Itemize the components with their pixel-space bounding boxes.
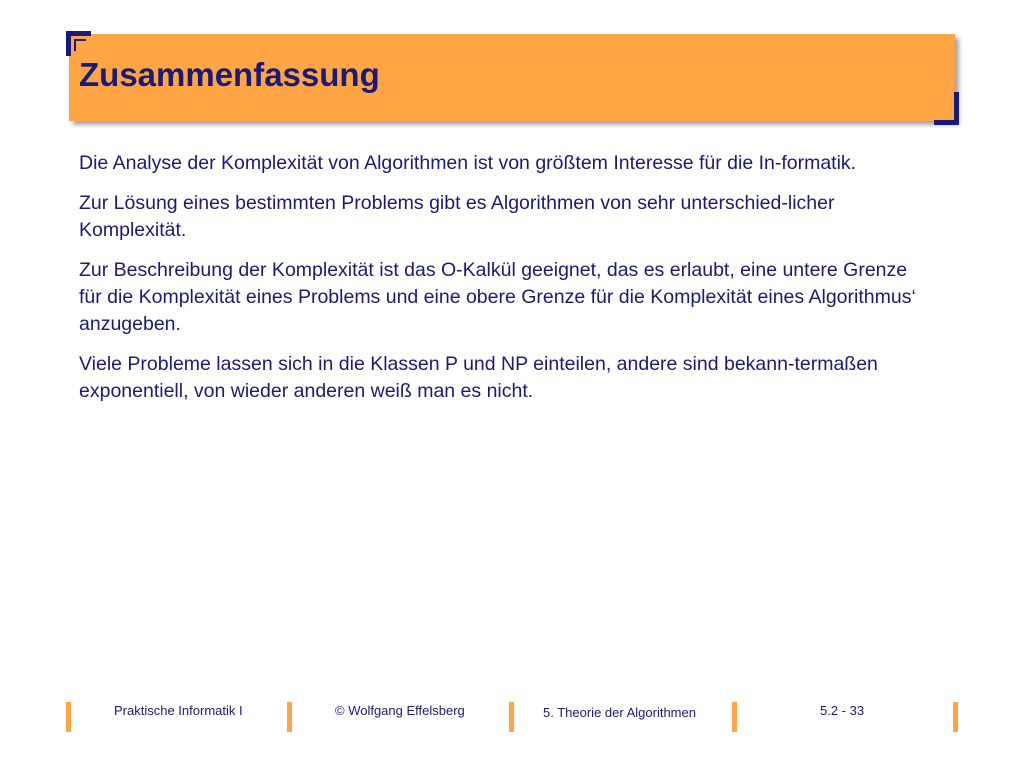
footer-divider xyxy=(953,702,958,732)
footer-page-number: 5.2 - 33 xyxy=(820,703,865,718)
corner-bracket-bottom-right xyxy=(934,92,959,125)
footer-author: © Wolfgang Effelsberg xyxy=(335,703,465,718)
slide-title: Zusammenfassung xyxy=(79,56,380,93)
slide-body xyxy=(79,150,929,418)
footer-divider xyxy=(66,702,71,732)
footer-chapter: 5. Theorie der Algorithmen xyxy=(543,705,696,720)
title-bar xyxy=(69,34,955,121)
paragraph-3: Zur Beschreibung der Komplexität ist das O-Kalkül geeignet, das es erlaubt, eine untere Grenze für die Komplexität eines Problems und eine obere Grenze für die Komplexität eines Algorithmus‘ anzugeben. xyxy=(79,259,916,335)
footer-divider xyxy=(509,702,514,732)
corner-bracket-top-left-inner xyxy=(74,39,86,51)
footer-divider xyxy=(732,702,737,732)
footer-divider xyxy=(287,702,292,732)
paragraph-2: Zur Lösung eines bestimmten Problems gibt es Algorithmen von sehr unterschied-licher Komplexität. xyxy=(79,192,835,241)
slide-footer xyxy=(0,696,1024,736)
paragraph-4: Viele Probleme lassen sich in die Klassen P und NP einteilen, andere sind bekann-termaßen exponentiell, von wieder anderen weiß man es nicht. xyxy=(79,353,878,402)
paragraph-1: Die Analyse der Komplexität von Algorithmen ist von größtem Interesse für die In-formatik. xyxy=(79,152,857,174)
footer-course: Praktische Informatik I xyxy=(114,703,243,718)
